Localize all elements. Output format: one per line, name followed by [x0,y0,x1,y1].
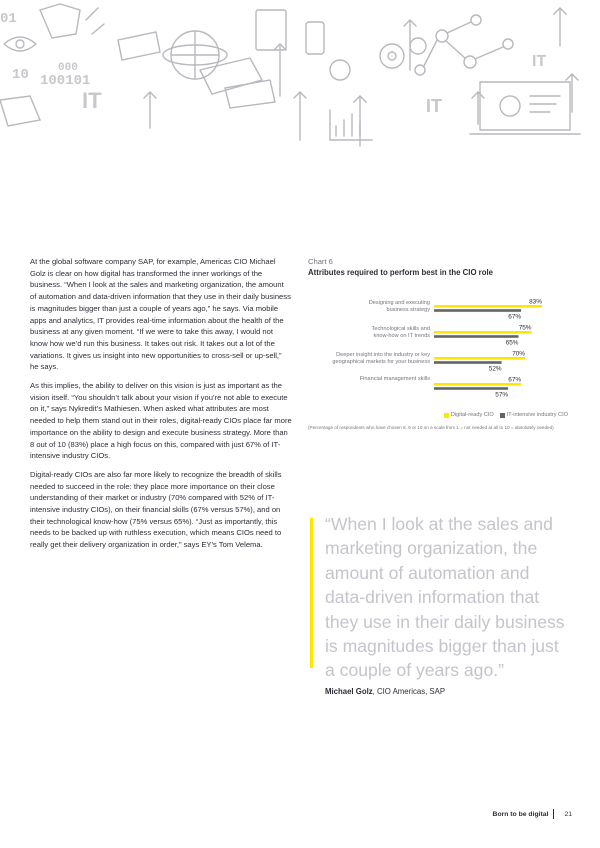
svg-text:01: 01 [0,11,17,27]
bar-it-intensive [434,335,519,338]
it-letters-doodle [82,53,546,116]
value-label-digital: 75% [518,324,532,332]
category-label: Technological skills and know-how on IT trends [371,326,430,339]
svg-text:IT: IT [82,88,102,113]
legend-label-it: IT-intensive industry CIO [506,412,568,418]
quote-role: , CIO Americas, SAP [372,686,446,696]
legend-label-digital: Digital-ready CIO [450,412,494,418]
bar-it-intensive [434,309,521,312]
dna-speech-bubble-doodle [4,4,104,51]
bar-digital-ready [434,305,542,308]
globe-doodle [163,31,227,79]
quote-attribution [325,687,572,696]
value-label-it: 57% [495,391,509,399]
body-paragraph: As this implies, the ability to deliver on this vision is just as important as the vision itself. “You shouldn’t talk about your vision if you’re not able to execute on it,” says Nykredit’s Mathiesen. When asked what attributes are most needed to help them stand out in their roles, digital-ready CIOs place far more importance on the ability to design and execute business strategy. More than 8 out of 10 (83%) place a high focus on this, compared with just 67% of IT-intensive industry CIOs. [30,381,292,461]
www-banner-doodle [118,32,275,108]
chart-legend [444,412,568,418]
page-number: 21 [564,810,572,818]
value-label-digital: 70% [512,350,525,358]
svg-text:IT: IT [426,96,442,116]
arrows-doodle [144,8,578,146]
bar-it-intensive [434,361,502,364]
chart-title: Attributes required to perform best in the CIO role [308,268,493,277]
quote-text: “When I look at the sales and marketing organization, the amount of automation and data-driven information that they use in their daily business is magnitudes bigger than just a couple of years ago.” [325,514,565,681]
svg-text:000: 000 [58,62,78,74]
category-label: Deeper insight into the industry or key geographical markets for your business [332,352,430,365]
legend-swatch-it [500,413,505,418]
quote-author: Michael Golz [325,686,373,696]
value-label-it: 52% [488,365,502,373]
bar-digital-ready [434,331,532,334]
value-label-digital: 83% [529,298,542,306]
svg-text:10: 10 [12,67,29,83]
laptop-doodle [470,82,580,134]
phone-doodle [256,10,324,54]
gears-doodle [330,38,426,80]
body-paragraph: Digital-ready CIOs are also far more likely to recognize the breadth of skills needed to succeed in the role: they place more importance on their close understanding of their market or industry (70% compared with 52% of IT-intensive industry CIOs), on their financial skills (67% versus 57%), and on their technological know-how (75% versus 65%). “Just as importantly, this needs to be backed up with ruthless execution, which means CIOs need to really get their delivery organization in order,” says EY’s Tom Velema. [30,469,282,550]
chart-footnote: (Percentage of respondents who have chosen 8, 9 or 10 on a scale from 1 = not needed at all to 10 = absolutely needed) [308,425,554,430]
bar-chart [308,294,576,410]
pull-quote [310,512,572,696]
category-label: Financial management skills [359,376,430,382]
header-doodle-illustration [0,0,600,150]
value-label-it: 67% [508,313,522,321]
bar-it-intensive [434,387,508,390]
publication-title: Born to be digital [492,810,549,818]
body-paragraph: At the global software company SAP, for example, Americas CIO Michael Golz is clear on how digital has transformed the inner workings of the business. “When I look at the sales and marketing organization, the amount of automation and data-driven information that they use in their daily business is magnitudes bigger than just a couple of years ago,” he says. Via mobile apps and analytics, IT provides real-time information about the health of the business at any given moment. “If we were to take this away, I would not know how we’d run this business. It takes out risk. It takes out a lot of the variations. It gives us insight into new opportunities to cross-sell or up-sell,” he says. [30,257,291,372]
svg-text:IT: IT [532,53,547,70]
chart-block [308,256,576,430]
chart-doodle [0,96,372,140]
chart-number: Chart 6 [308,257,333,266]
legend-item-digital [444,412,494,418]
legend-item-it [500,412,568,418]
category-label: Designing and executing business strategy [368,300,430,313]
body-text-column [30,256,292,558]
quote-accent-bar [310,518,313,668]
footer-divider [553,809,554,819]
legend-swatch-digital [444,413,449,418]
value-label-it: 65% [505,339,519,347]
molecule-network-doodle [415,15,513,75]
svg-text:100101: 100101 [40,73,91,89]
page-footer [493,809,572,819]
value-label-digital: 67% [508,376,522,384]
